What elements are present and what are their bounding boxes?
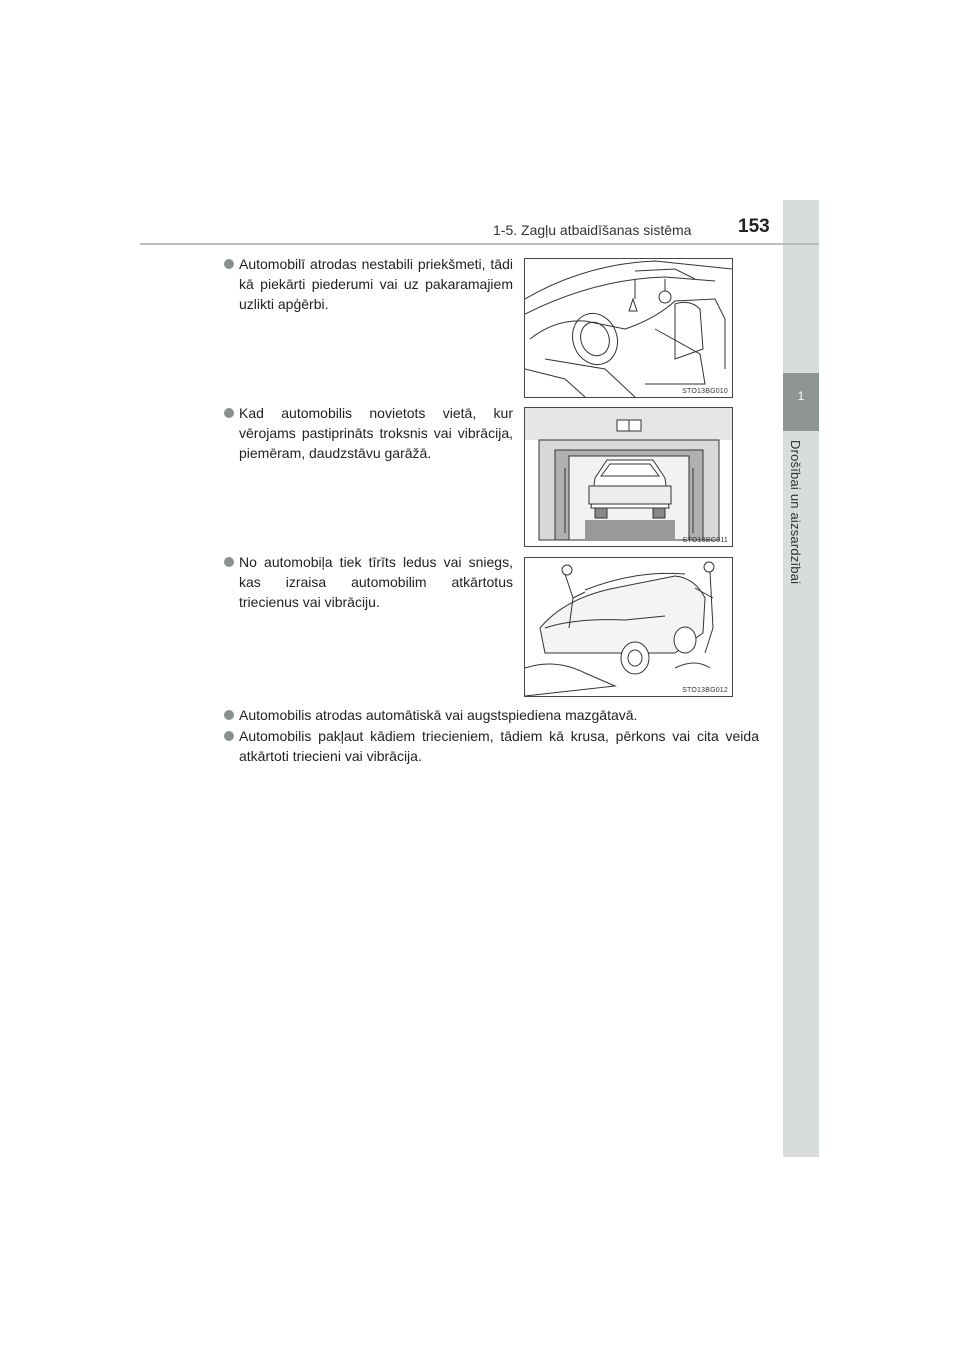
header-divider	[140, 243, 819, 245]
bullet-dot-icon	[224, 731, 234, 741]
bullet-text: Kad automobilis novietots vietā, kur vērojams pastiprināts troksnis vai vibrācija, piemēram, daudzstāvu garāžā.	[239, 405, 513, 461]
bullet-dot-icon	[224, 408, 234, 418]
bullet-dot-icon	[224, 710, 234, 720]
bullet-text: Automobilī atrodas nestabili priekšmeti, tādi kā piekārti piederumi vai uz pakaramajiem uzlikti apģērbi.	[239, 256, 513, 312]
chapter-number-tab: 1	[783, 373, 819, 431]
car-interior-hanging-items-illustration-icon	[525, 259, 732, 397]
figure-code: STO13BG010	[682, 388, 728, 395]
bullet-item	[239, 254, 513, 314]
bullet-item	[239, 726, 759, 766]
bullet-item	[239, 705, 759, 725]
page-number: 153	[738, 216, 770, 237]
figure-code: STO13BG012	[682, 687, 728, 694]
side-tab	[783, 200, 819, 1157]
bullet-item	[239, 552, 513, 612]
car-in-garage-illustration-icon	[525, 408, 732, 546]
bullet-text: Automobilis pakļaut kādiem triecieniem, tādiem kā krusa, pērkons vai cita veida atkārtoti triecieni vai vibrācija.	[239, 728, 759, 764]
figure-car-interior	[524, 258, 733, 398]
bullet-dot-icon	[224, 259, 234, 269]
bullet-dot-icon	[224, 557, 234, 567]
snow-removal-illustration-icon	[525, 558, 732, 696]
figure-garage	[524, 407, 733, 547]
figure-snow-removal	[524, 557, 733, 697]
bullet-text: No automobiļa tiek tīrīts ledus vai sniegs, kas izraisa automobilim atkārtotus triecienus vai vibrāciju.	[239, 554, 513, 610]
figure-code: STO13BG011	[682, 537, 728, 544]
chapter-title: Drošībai un aizsardzībai	[788, 440, 803, 585]
section-title: 1-5. Zagļu atbaidīšanas sistēma	[493, 222, 692, 238]
bullet-item	[239, 403, 513, 463]
bullet-text: Automobilis atrodas automātiskā vai augstspiediena mazgātavā.	[239, 707, 638, 723]
